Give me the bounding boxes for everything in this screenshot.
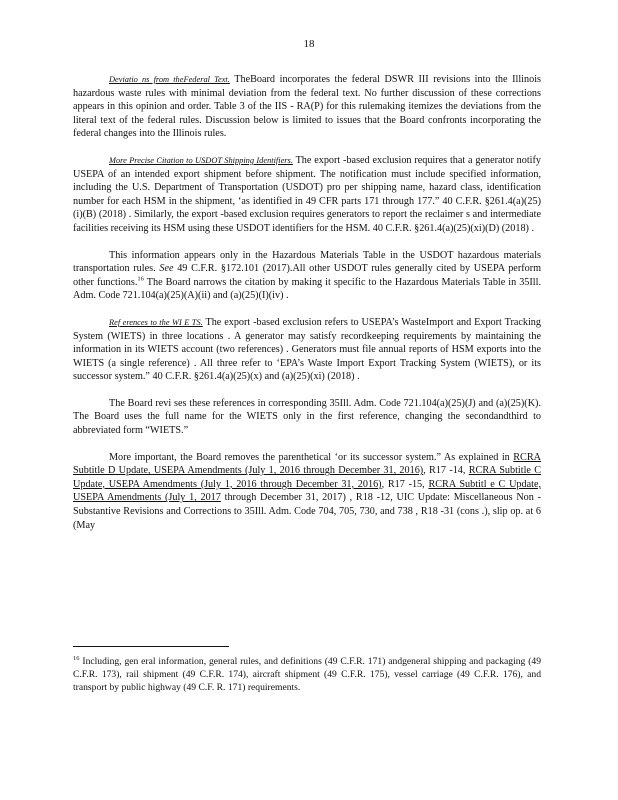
heading-usdot-identifiers: More Precise Citation to USDOT Shipping Identifiers. bbox=[109, 155, 293, 165]
paragraph-deviations bbox=[73, 73, 541, 141]
body-text bbox=[73, 73, 541, 545]
page-number: 18 bbox=[303, 38, 315, 50]
case-citation-link[interactable]: RCRA Subtitle D Update, USEPA Amendments (July 1, 2016 through December 31, 2016) bbox=[73, 451, 542, 477]
paragraph-text: 49 C.F.R. §172.101 (2017).All other USDOT rules generally cited by USEPA perform other functions. bbox=[73, 263, 542, 288]
footnote-separator bbox=[73, 646, 229, 647]
paragraph-text: The Board revi ses these references in corresponding 35Ill. Adm. Code 721.104(a)(25)(J) and (a)(25)(K). The Board uses the full name for the WIETS only in the first reference, changing the secondandthird to abbreviated form “WIETS.” bbox=[73, 397, 541, 437]
paragraph-text: More important, the Board removes the parenthetical ‘or its successor system.” As explained in bbox=[109, 451, 510, 463]
paragraph-text: , R17 -14, bbox=[423, 465, 466, 477]
heading-deviations: Deviatio ns from theFederal Text. bbox=[109, 75, 230, 84]
paragraph-text: The Board narrows the citation by making it specific to the Hazardous Materials Table in 35Ill. Adm. Code 721.104(a)(25)(A)(ii) and (a)(25)(I)(iv) . bbox=[73, 276, 541, 302]
paragraph-successor-system bbox=[73, 451, 541, 533]
heading-wiets-references: Ref erences to the WI E TS. bbox=[109, 317, 203, 327]
paragraph-text: The export -based exclusion requires that a generator notify USEPA of an intended export shipment before shipment. The notification must include specified information, including the U.S. Department of Transportation (USDOT) pro per shipping name, hazard class, identification number for each HSM in the shipment, ‘as identified in 49 CFR parts 171 through 177.” 40 C.F.R. §261.4(a)(25)(i)(B) (2018) . Similarly, the export -based exclusion requires generators to report the reclaimer s and intermediate facilities receiving its HSM using these USDOT identifiers for the HSM. 40 C.F.R. §261.4(a)(25)(xi)(D) (2018) . bbox=[73, 154, 541, 234]
paragraph-usdot-identifiers bbox=[73, 154, 541, 236]
paragraph-wiets-references bbox=[73, 316, 541, 384]
paragraph-hazmat-table bbox=[73, 249, 541, 303]
footnote-text: Including, gen eral information, general rules, and definitions (49 C.F.R. 171) andgeneral shipping and packaging (49 C.F.R. 173), rail shipment (49 C.F.R. 174), aircraft shipment (49 C.F.R. 175), vessel carriage (49 C.F.R. 176), and transport by public highway (49 C.F. R. 171) requirements. bbox=[73, 656, 541, 693]
paragraph-text: , R17 -15, bbox=[381, 478, 425, 490]
case-citation-link[interactable]: RCRA Subtitle C Update, USEPA Amendments (July 1, 2016 through December 31, 2016) bbox=[73, 465, 542, 490]
paragraph-text: The export -based exclusion refers to USEPA’s WasteImport and Export Tracking System (WIETS) in three locations . A generator may satisfy recordkeeping requirements by maintaining the information in its WIETS account (two references) . Generators must file annual reports of HSM exports into the WIETS (a single reference) . All three refer to ‘EPA’s Waste Import Export Tracking System (WIETS), or its successor system.” 40 C.F.R. §261.4(a)(25)(x) and (a)(25)(xi) (2018) . bbox=[73, 316, 541, 383]
paragraph-text: This information appears only in the Hazardous Materials Table in the USDOT hazardous materials transportation rules. bbox=[73, 249, 541, 275]
paragraph-board-revises bbox=[73, 397, 541, 438]
footnote bbox=[73, 655, 541, 694]
see-signal: See bbox=[159, 263, 174, 275]
footnote-reference[interactable]: 16 bbox=[137, 275, 144, 283]
footnote-number: 16 bbox=[73, 654, 80, 662]
case-citation-link[interactable]: RCRA Subtitl e C Update, USEPA Amendments (July 1, 2017 bbox=[73, 478, 542, 504]
paragraph-text: TheBoard incorporates the federal DSWR III revisions into the Illinois hazardous waste rules with minimal deviation from the federal text. No further discussion of these corrections appears in this opinion and order. Table 3 of the IIS - RA(P) for this rulemaking itemizes the deviations from the literal text of the federal rules. Discussion below is limited to issues that the Board confronts incorporating the federal changes into the Illinois rules. bbox=[73, 74, 541, 140]
paragraph-text: through December 31, 2017) , R18 -12, UIC Update: Miscellaneous Non -Substantive Revisions and Corrections to 35Ill. Adm. Code 704, 705, 730, and 738 , R18 -31 (cons .), slip op. at 6 (May bbox=[73, 492, 541, 531]
